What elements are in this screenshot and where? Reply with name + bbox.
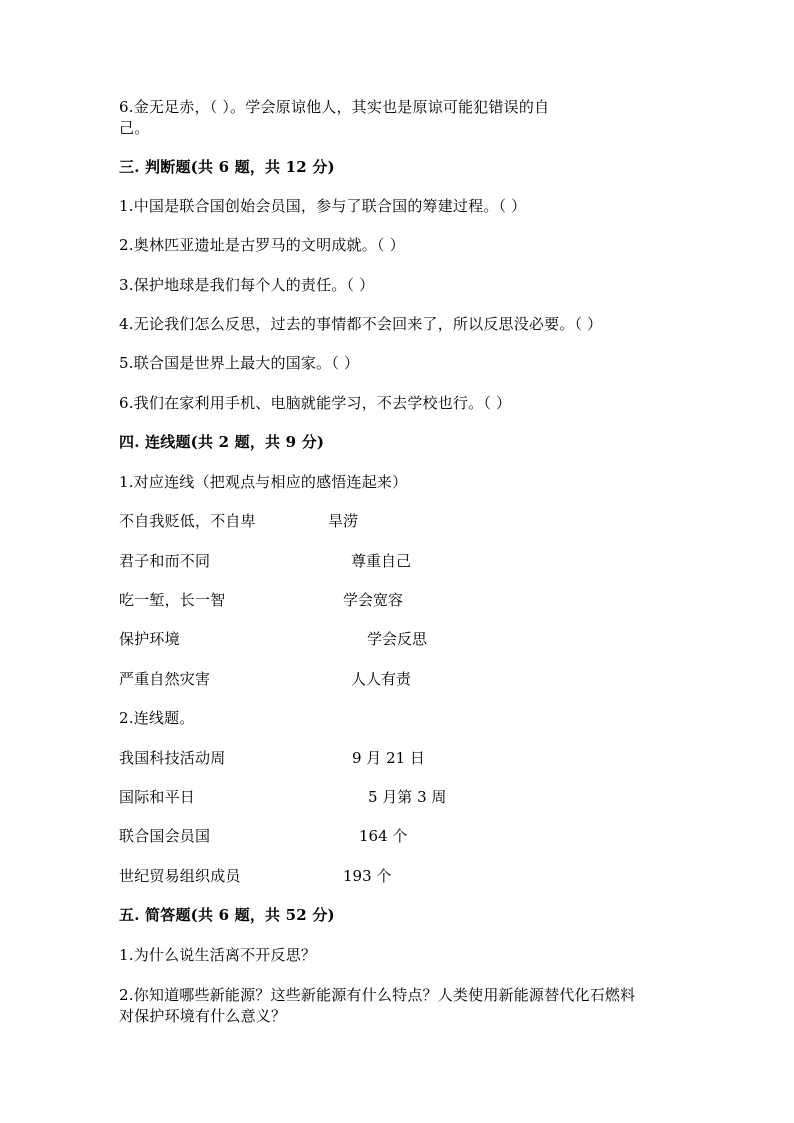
question-6-line-2: 己。 bbox=[119, 119, 150, 137]
matching-q1-right-4: 学会反思 bbox=[367, 630, 428, 648]
judge-item-4: 4.无论我们怎么反思，过去的事情都不会回来了，所以反思没必要。（ ） bbox=[119, 315, 603, 333]
matching-q2-right-3: 164 个 bbox=[359, 827, 408, 845]
matching-q1-title: 1.对应连线（把观点与相应的感悟连起来） bbox=[119, 473, 408, 491]
short-answer-q2-line-1: 2.你知道哪些新能源？这些新能源有什么特点？人类使用新能源替代化石燃料 bbox=[119, 986, 636, 1004]
matching-q1-left-5: 严重自然灾害 bbox=[119, 670, 211, 688]
matching-q1-right-2: 尊重自己 bbox=[351, 552, 412, 570]
judge-item-1: 1.中国是联合国创始会员国，参与了联合国的筹建过程。（ ） bbox=[119, 197, 527, 215]
section-3-heading: 三. 判断题(共 6 题，共 12 分) bbox=[119, 158, 335, 176]
matching-q1-left-3: 吃一堑，长一智 bbox=[119, 591, 226, 609]
matching-q1-left-2: 君子和而不同 bbox=[119, 552, 211, 570]
matching-q1-left-4: 保护环境 bbox=[119, 630, 180, 648]
matching-q2-left-3: 联合国会员国 bbox=[119, 827, 211, 845]
matching-q1-left-1: 不自我贬低，不自卑 bbox=[119, 512, 256, 530]
matching-q2-left-4: 世纪贸易组织成员 bbox=[119, 867, 241, 885]
matching-q2-right-4: 193 个 bbox=[343, 867, 392, 885]
short-answer-q1: 1.为什么说生活离不开反思？ bbox=[119, 946, 317, 964]
section-5-heading: 五. 简答题(共 6 题，共 52 分) bbox=[119, 906, 335, 924]
judge-item-6: 6.我们在家利用手机、电脑就能学习，不去学校也行。（ ） bbox=[119, 394, 512, 412]
matching-q1-right-3: 学会宽容 bbox=[343, 591, 404, 609]
short-answer-q2-line-2: 对保护环境有什么意义？ bbox=[119, 1007, 287, 1025]
matching-q2-left-1: 我国科技活动周 bbox=[119, 749, 226, 767]
matching-q2-right-1: 9 月 21 日 bbox=[352, 749, 425, 767]
matching-q2-left-2: 国际和平日 bbox=[119, 788, 196, 806]
judge-item-3: 3.保护地球是我们每个人的责任。（ ） bbox=[119, 276, 375, 294]
judge-item-2: 2.奥林匹亚遗址是古罗马的文明成就。（ ） bbox=[119, 236, 405, 254]
section-4-heading: 四. 连线题(共 2 题，共 9 分) bbox=[119, 433, 325, 451]
matching-q1-right-1: 旱涝 bbox=[328, 512, 359, 530]
matching-q2-right-2: 5 月第 3 周 bbox=[368, 788, 447, 806]
matching-q2-title: 2.连线题。 bbox=[119, 709, 195, 727]
question-6-line-1: 6.金无足赤，（ ）。学会原谅他人，其实也是原谅可能犯错误的自 bbox=[119, 98, 550, 116]
matching-q1-right-5: 人人有责 bbox=[351, 670, 412, 688]
judge-item-5: 5.联合国是世界上最大的国家。（ ） bbox=[119, 354, 360, 372]
